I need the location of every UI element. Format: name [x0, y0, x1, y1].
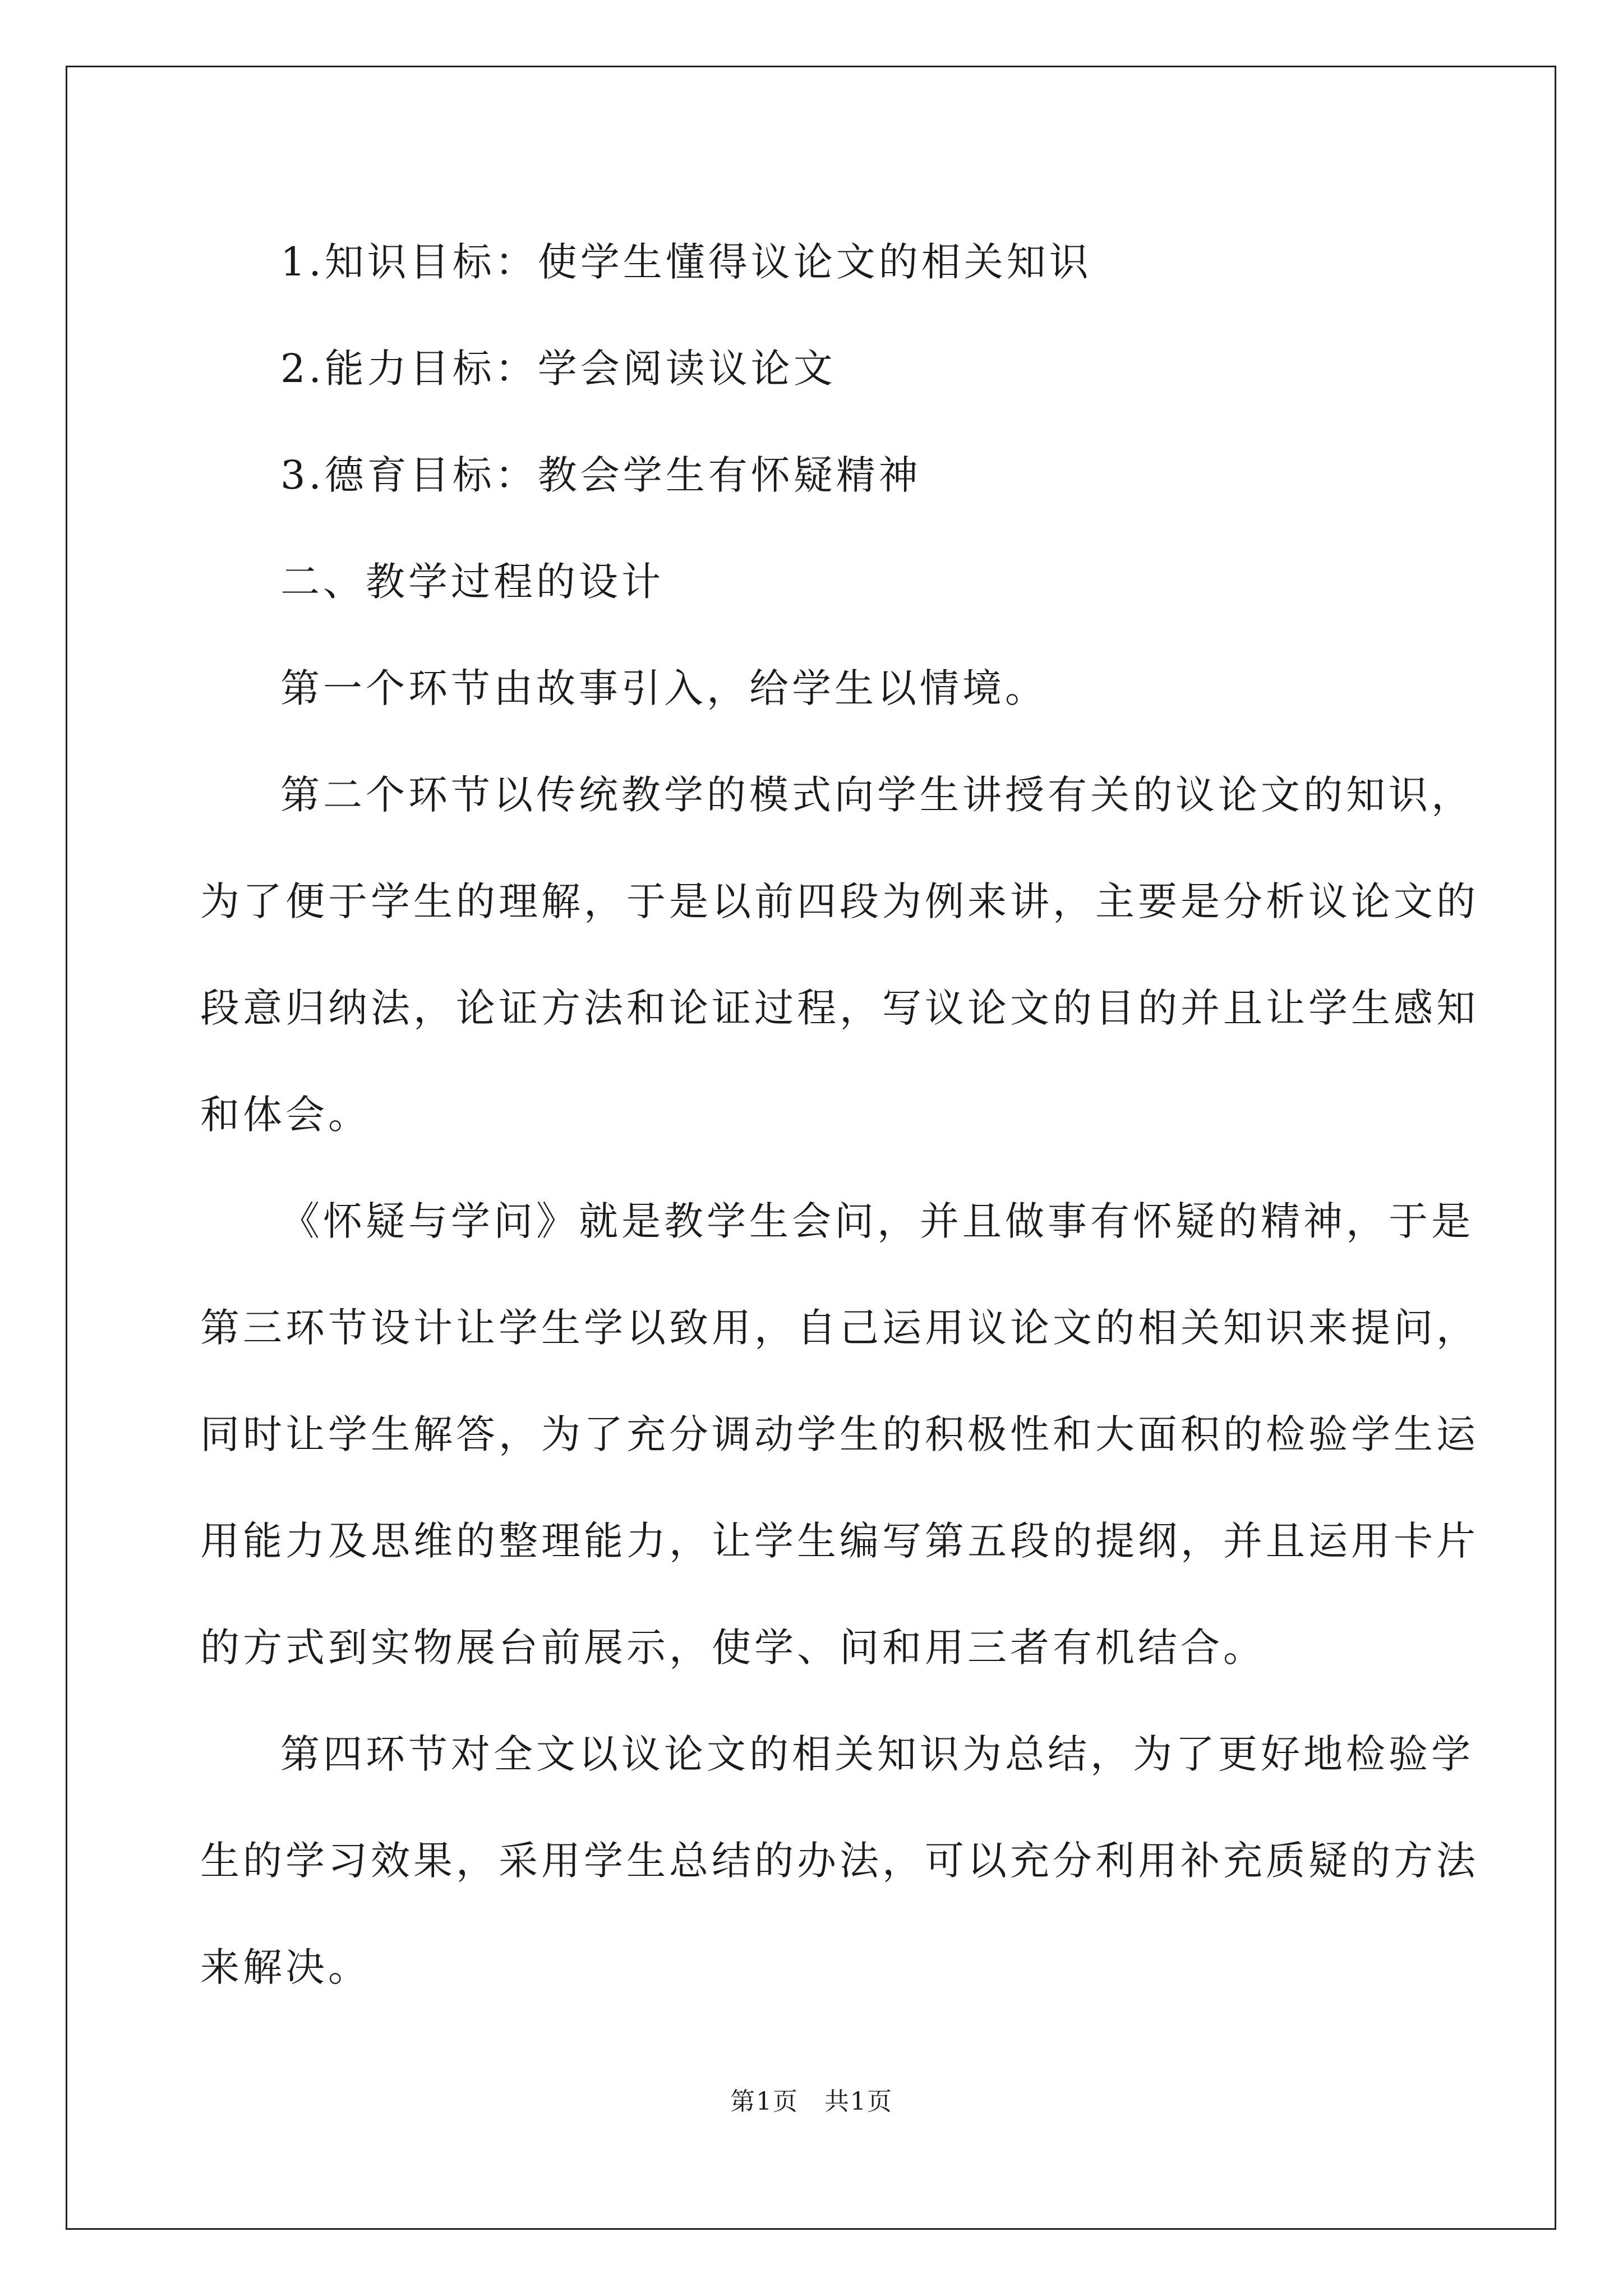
line-16: 生的学习效果，采用学生总结的办法，可以充分利用补充质疑的方法 — [200, 1838, 1479, 1884]
line-4: 二、教学过程的设计 — [280, 559, 664, 605]
line-11: 第三环节设计让学生学以致用，自己运用议论文的相关知识来提问， — [200, 1305, 1479, 1351]
line-5: 第一个环节由故事引入，给学生以情境。 — [280, 665, 1048, 711]
line-12: 同时让学生解答，为了充分调动学生的积极性和大面积的检验学生运 — [200, 1411, 1479, 1457]
line-2: 2.能力目标：学会阅读议论文 — [280, 346, 836, 392]
line-15: 第四环节对全文以议论文的相关知识为总结，为了更好地检验学 — [280, 1731, 1474, 1777]
line-14: 的方式到实物展台前展示，使学、问和用三者有机结合。 — [200, 1625, 1266, 1671]
line-3: 3.德育目标：教会学生有怀疑精神 — [280, 452, 921, 498]
document-body — [200, 209, 1479, 2021]
line-9: 和体会。 — [200, 1092, 371, 1138]
line-1: 1.知识目标：使学生懂得议论文的相关知识 — [280, 239, 1092, 285]
line-6: 第二个环节以传统教学的模式向学生讲授有关的议论文的知识， — [280, 772, 1474, 818]
line-13: 用能力及思维的整理能力，让学生编写第五段的提纲，并且运用卡片 — [200, 1518, 1479, 1564]
line-8: 段意归纳法，论证方法和论证过程，写议论文的目的并且让学生感知 — [200, 985, 1479, 1031]
line-17: 来解决。 — [200, 1944, 371, 1990]
line-7: 为了便于学生的理解，于是以前四段为例来讲，主要是分析议论文的 — [200, 878, 1479, 924]
line-10: 《怀疑与学问》就是教学生会问，并且做事有怀疑的精神，于是 — [280, 1198, 1474, 1244]
page-footer: 第1页 共1页 — [730, 2087, 893, 2116]
